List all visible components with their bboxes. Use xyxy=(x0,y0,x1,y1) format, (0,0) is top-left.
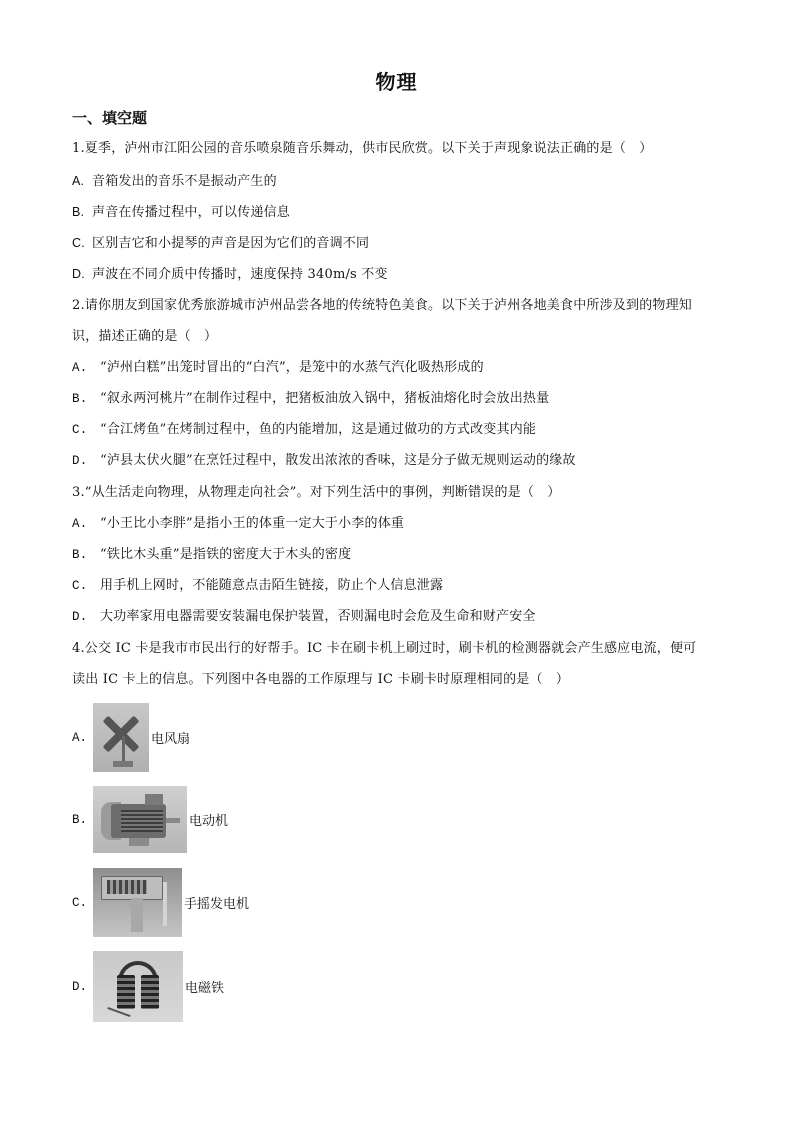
option-text: 用手机上网时，不能随意点击陌生链接，防止个人信息泄露 xyxy=(100,578,444,593)
option-label: C. xyxy=(72,423,88,437)
question-1-option-c xyxy=(72,234,727,253)
option-label: D. xyxy=(72,267,85,281)
option-text: “小王比小李胖”是指小王的体重一定大于小李的体重 xyxy=(100,516,405,531)
electromagnet-image xyxy=(93,951,183,1022)
option-label: A. xyxy=(72,730,88,745)
option-text: 电动机 xyxy=(189,814,229,829)
electric-motor-image xyxy=(93,786,187,853)
option-text: 手摇发电机 xyxy=(184,897,250,912)
option-text: 电风扇 xyxy=(151,732,191,747)
option-text: 声音在传播过程中，可以传递信息 xyxy=(92,205,291,220)
option-label: A. xyxy=(72,361,88,375)
option-label: A. xyxy=(72,517,88,531)
question-2-option-d xyxy=(72,452,727,470)
question-1-option-b xyxy=(72,203,727,222)
option-text: 电磁铁 xyxy=(185,981,225,996)
question-1-option-d xyxy=(72,265,727,284)
option-label: C. xyxy=(72,895,88,910)
option-label: C. xyxy=(72,579,88,593)
question-2-stem-line-2: 识，描述正确的是（ ） xyxy=(72,329,218,344)
section-heading: 一、填空题 xyxy=(72,109,148,127)
question-4-stem-line-2: 读出 IC 卡上的信息。下列图中各电器的工作原理与 IC 卡刷卡时原理相同的是（ ） xyxy=(72,672,570,687)
option-label: B. xyxy=(72,205,85,219)
option-label: B. xyxy=(72,812,88,827)
option-text: 大功率家用电器需要安装漏电保护装置，否则漏电时会危及生命和财产安全 xyxy=(100,609,536,624)
option-text: 区别吉它和小提琴的声音是因为它们的音调不同 xyxy=(92,236,370,251)
question-2-option-b xyxy=(72,390,727,408)
page-title: 物理 xyxy=(375,70,418,94)
option-label: D. xyxy=(72,979,88,994)
question-3-option-c xyxy=(72,577,727,595)
option-label: B. xyxy=(72,392,88,406)
option-text: “叙永两河桃片”在制作过程中，把猪板油放入锅中，猪板油熔化时会放出热量 xyxy=(100,391,550,406)
option-text: 音箱发出的音乐不是振动产生的 xyxy=(92,174,277,189)
question-1-option-a xyxy=(72,172,727,191)
question-4-stem-line-1: 4.公交 IC 卡是我市市民出行的好帮手。IC 卡在刷卡机上刷过时，刷卡机的检测器就会产生感应电流，便可 xyxy=(72,641,697,656)
question-2-option-c xyxy=(72,421,727,439)
option-label: B. xyxy=(72,548,88,562)
option-text: 声波在不同介质中传播时，速度保持 340m/s 不变 xyxy=(92,267,388,282)
question-3-option-b xyxy=(72,546,727,564)
option-label: D. xyxy=(72,454,88,468)
electric-fan-image xyxy=(93,703,149,772)
option-text: “合江烤鱼”在烤制过程中，鱼的内能增加，这是通过做功的方式改变其内能 xyxy=(100,422,537,437)
question-4-option-b xyxy=(72,786,228,853)
question-1-stem: 1.夏季，泸州市江阳公园的音乐喷泉随音乐舞动，供市民欣赏。以下关于声现象说法正确的是（ ） xyxy=(72,141,653,156)
question-4-option-d xyxy=(72,951,224,1022)
option-label: C. xyxy=(72,236,85,250)
question-2-stem-line-1: 2.请你朋友到国家优秀旅游城市泸州品尝各地的传统特色美食。以下关于泸州各地美食中所涉及到的物理知 xyxy=(72,298,693,313)
question-3-stem: 3.“从生活走向物理，从物理走向社会”。对下列生活中的事例，判断错误的是（ ） xyxy=(72,485,561,500)
question-3-option-d xyxy=(72,608,727,626)
option-text: “铁比木头重”是指铁的密度大于木头的密度 xyxy=(100,547,352,562)
hand-crank-generator-image xyxy=(93,868,182,937)
question-2-option-a xyxy=(72,359,727,377)
question-4-option-c xyxy=(72,868,249,937)
option-text: “泸州白糕”出笼时冒出的“白汽”，是笼中的水蒸气汽化吸热形成的 xyxy=(100,360,484,375)
option-label: A. xyxy=(72,174,85,188)
option-label: D. xyxy=(72,610,88,624)
question-3-option-a xyxy=(72,515,727,533)
question-4-option-a xyxy=(72,703,190,772)
option-text: “泸县太伏火腿”在烹饪过程中，散发出浓浓的香味，这是分子做无规则运动的缘故 xyxy=(100,453,576,468)
